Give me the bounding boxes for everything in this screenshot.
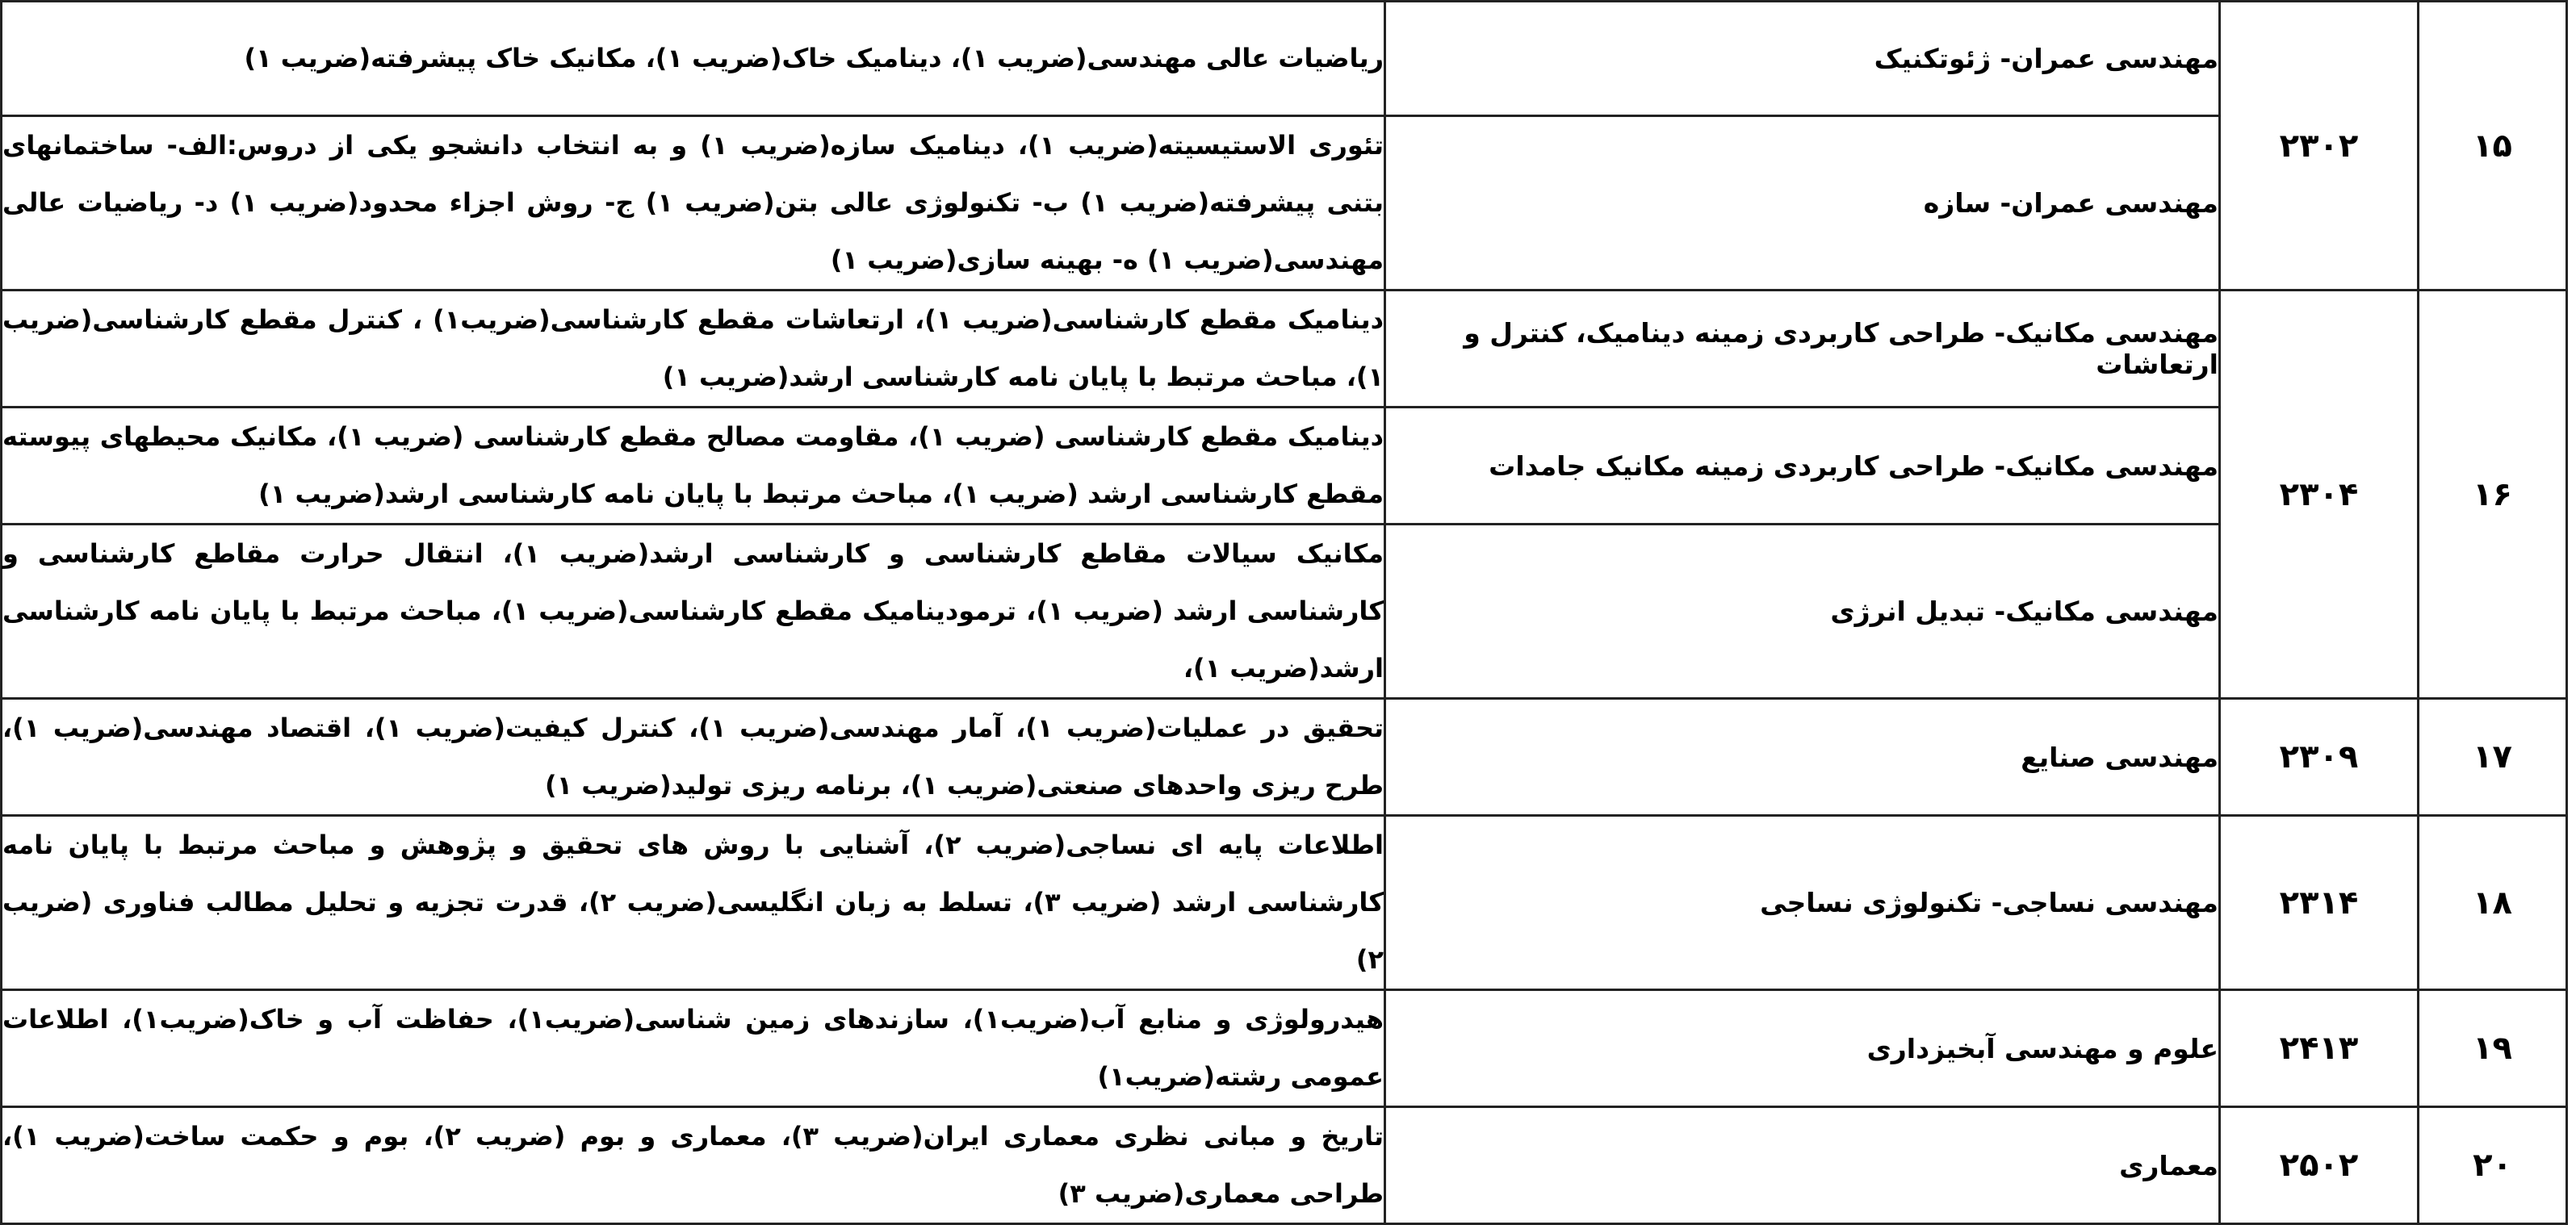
table-row: [2, 291, 2567, 408]
program-code: ۲۳۰۲: [2220, 2, 2419, 291]
table-row: [2, 816, 2567, 990]
field-name: مهندسی عمران- ژئوتکنیک: [1385, 2, 2220, 116]
row-index: ۲۰: [2419, 1107, 2567, 1224]
exam-courses: تاریخ و مبانی نظری معماری ایران(ضریب ۳)، معماری و بوم (ضریب ۲)، بوم و حکمت ساخت(ضریب ۱)، طراحی معماری(ضریب ۳): [2, 1107, 1385, 1224]
row-index: ۱۵: [2419, 2, 2567, 291]
table-row: [2, 525, 2567, 699]
field-name: معماری: [1385, 1107, 2220, 1224]
field-name: مهندسی مکانیک- طراحی کاربردی زمینه دینامیک، کنترل و ارتعاشات: [1385, 291, 2220, 408]
row-index: ۱۸: [2419, 816, 2567, 990]
program-code: ۲۳۰۹: [2220, 699, 2419, 816]
exam-courses: ریاضیات عالی مهندسی(ضریب ۱)، دینامیک خاک(ضریب ۱)، مکانیک خاک پیشرفته(ضریب ۱): [2, 2, 1385, 116]
table-row: [2, 699, 2567, 816]
field-name: مهندسی مکانیک- طراحی کاربردی زمینه مکانیک جامدات: [1385, 408, 2220, 525]
field-name: علوم و مهندسی آبخیزداری: [1385, 990, 2220, 1107]
program-code: ۲۳۰۴: [2220, 291, 2419, 699]
table-row: [2, 990, 2567, 1107]
program-code: ۲۳۱۴: [2220, 816, 2419, 990]
row-index: ۱۷: [2419, 699, 2567, 816]
exam-courses: دینامیک مقطع کارشناسی (ضریب ۱)، مقاومت مصالح مقطع کارشناسی (ضریب ۱)، مکانیک محیطهای پیوسته مقطع کارشناسی ارشد (ضریب ۱)، مباحث مرتبط با پایان نامه کارشناسی ارشد(ضریب ۱): [2, 408, 1385, 525]
exam-courses: مکانیک سیالات مقاطع کارشناسی و کارشناسی ارشد(ضریب ۱)، انتقال حرارت مقاطع کارشناسی و کارشناسی ارشد (ضریب ۱)، ترمودینامیک مقطع کارشناسی(ضریب ۱)، مباحث مرتبط با پایان نامه کارشناسی ارشد(ضریب ۱)،: [2, 525, 1385, 699]
exam-courses: تحقیق در عملیات(ضریب ۱)، آمار مهندسی(ضریب ۱)، کنترل کیفیت(ضریب ۱)، اقتصاد مهندسی(ضریب ۱)، طرح ریزی واحدهای صنعتی(ضریب ۱)، برنامه ریزی تولید(ضریب ۱): [2, 699, 1385, 816]
program-code: ۲۴۱۳: [2220, 990, 2419, 1107]
table-row: [2, 2, 2567, 116]
table-row: [2, 116, 2567, 291]
table-row: [2, 408, 2567, 525]
field-name: مهندسی صنایع: [1385, 699, 2220, 816]
field-name: مهندسی نساجی- تکنولوژی نساجی: [1385, 816, 2220, 990]
table-row: [2, 1107, 2567, 1224]
exam-courses: هیدرولوژی و منابع آب(ضریب۱)، سازندهای زمین شناسی(ضریب۱)، حفاظت آب و خاک(ضریب۱)، اطلاعات عمومی رشته(ضریب۱): [2, 990, 1385, 1107]
field-name: مهندسی مکانیک- تبدیل انرژی: [1385, 525, 2220, 699]
exam-courses: اطلاعات پایه ای نساجی(ضریب ۲)، آشنایی با روش های تحقیق و پژوهش و مباحث مرتبط با پایان نامه کارشناسی ارشد (ضریب ۳)، تسلط به زبان انگلیسی(ضریب ۲)، قدرت تجزیه و تحلیل مطالب فناوری (ضریب ۲): [2, 816, 1385, 990]
program-code: ۲۵۰۲: [2220, 1107, 2419, 1224]
row-index: ۱۹: [2419, 990, 2567, 1107]
exam-courses: دینامیک مقطع کارشناسی(ضریب ۱)، ارتعاشات مقطع کارشناسی(ضریب۱) ، کنترل مقطع کارشناسی(ضریب ۱)، مباحث مرتبط با پایان نامه کارشناسی ارشد(ضریب ۱): [2, 291, 1385, 408]
field-name: مهندسی عمران- سازه: [1385, 116, 2220, 291]
exam-courses: تئوری الاستیسیته(ضریب ۱)، دینامیک سازه(ضریب ۱) و به انتخاب دانشجو یکی از دروس:الف- ساختمانهای بتنی پیشرفته(ضریب ۱) ب- تکنولوژی عالی بتن(ضریب ۱) ج- روش اجزاء محدود(ضریب ۱) د- ریاضیات عالی مهندسی(ضریب ۱) ه- بهینه سازی(ضریب ۱): [2, 116, 1385, 291]
row-index: ۱۶: [2419, 291, 2567, 699]
